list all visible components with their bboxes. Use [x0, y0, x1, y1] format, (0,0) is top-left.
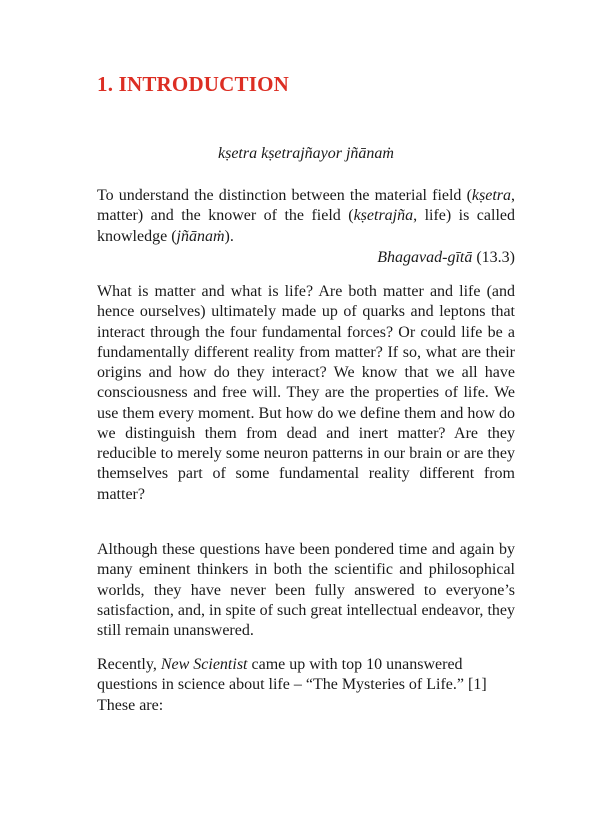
epigraph-text-part: , life) is called knowledge (: [97, 207, 515, 245]
attribution-verse: (13.3): [472, 249, 515, 266]
epigraph-text-part: ).: [224, 227, 234, 245]
attribution-work: Bhagavad-gītā: [377, 249, 473, 266]
epigraph-title: kṣetra kṣetrajñayor jñānaṁ: [218, 145, 394, 162]
paragraph-text-part: Recently,: [97, 656, 161, 673]
epigraph-attribution: [97, 248, 515, 268]
body-paragraph-1: [97, 282, 515, 505]
body-paragraph-2: [97, 540, 515, 641]
body-paragraph-3: [97, 655, 515, 716]
paragraph-text: What is matter and what is life? Are both matter and life (and hence ourselves) ultimately made up of quarks and leptons that interact through the four fundamental forces? Or could life be a fundamentally different reality from matter? If so, what are their origins and how do they interact? We know that we all have consciousness and free will. They are the properties of life. We use them every moment. But how do we define them and how do we distinguish them from dead and inert matter? Are they reducible to merely some neuron patterns in our brain or are they themselves part of some fundamental reality different from matter?: [97, 283, 515, 503]
epigraph-term-jnanam: jñānaṁ: [176, 227, 225, 245]
paragraph-text-part: came up with top 10 unanswered questions in science about life – “The Mysteries of Life.” [1] These are:: [97, 656, 487, 714]
epigraph-term-ksetra: kṣetra: [471, 187, 511, 204]
epigraph-text-part: , matter) and the knower of the field (: [97, 187, 515, 225]
epigraph-text-part: To understand the distinction between the material field (: [97, 187, 472, 204]
paragraph-text: Although these questions have been pondered time and again by many eminent thinkers in both the scientific and philosophical worlds, they have never been fully answered to everyone’s satisfaction, and, in spite of such great intellectual endeavor, they still remain unanswered.: [97, 541, 515, 639]
chapter-heading: 1. INTRODUCTION: [97, 72, 290, 96]
epigraph-translation: [97, 186, 515, 247]
journal-name: New Scientist: [160, 656, 248, 673]
epigraph-term-ksetrajna: kṣetrajña: [353, 207, 414, 225]
